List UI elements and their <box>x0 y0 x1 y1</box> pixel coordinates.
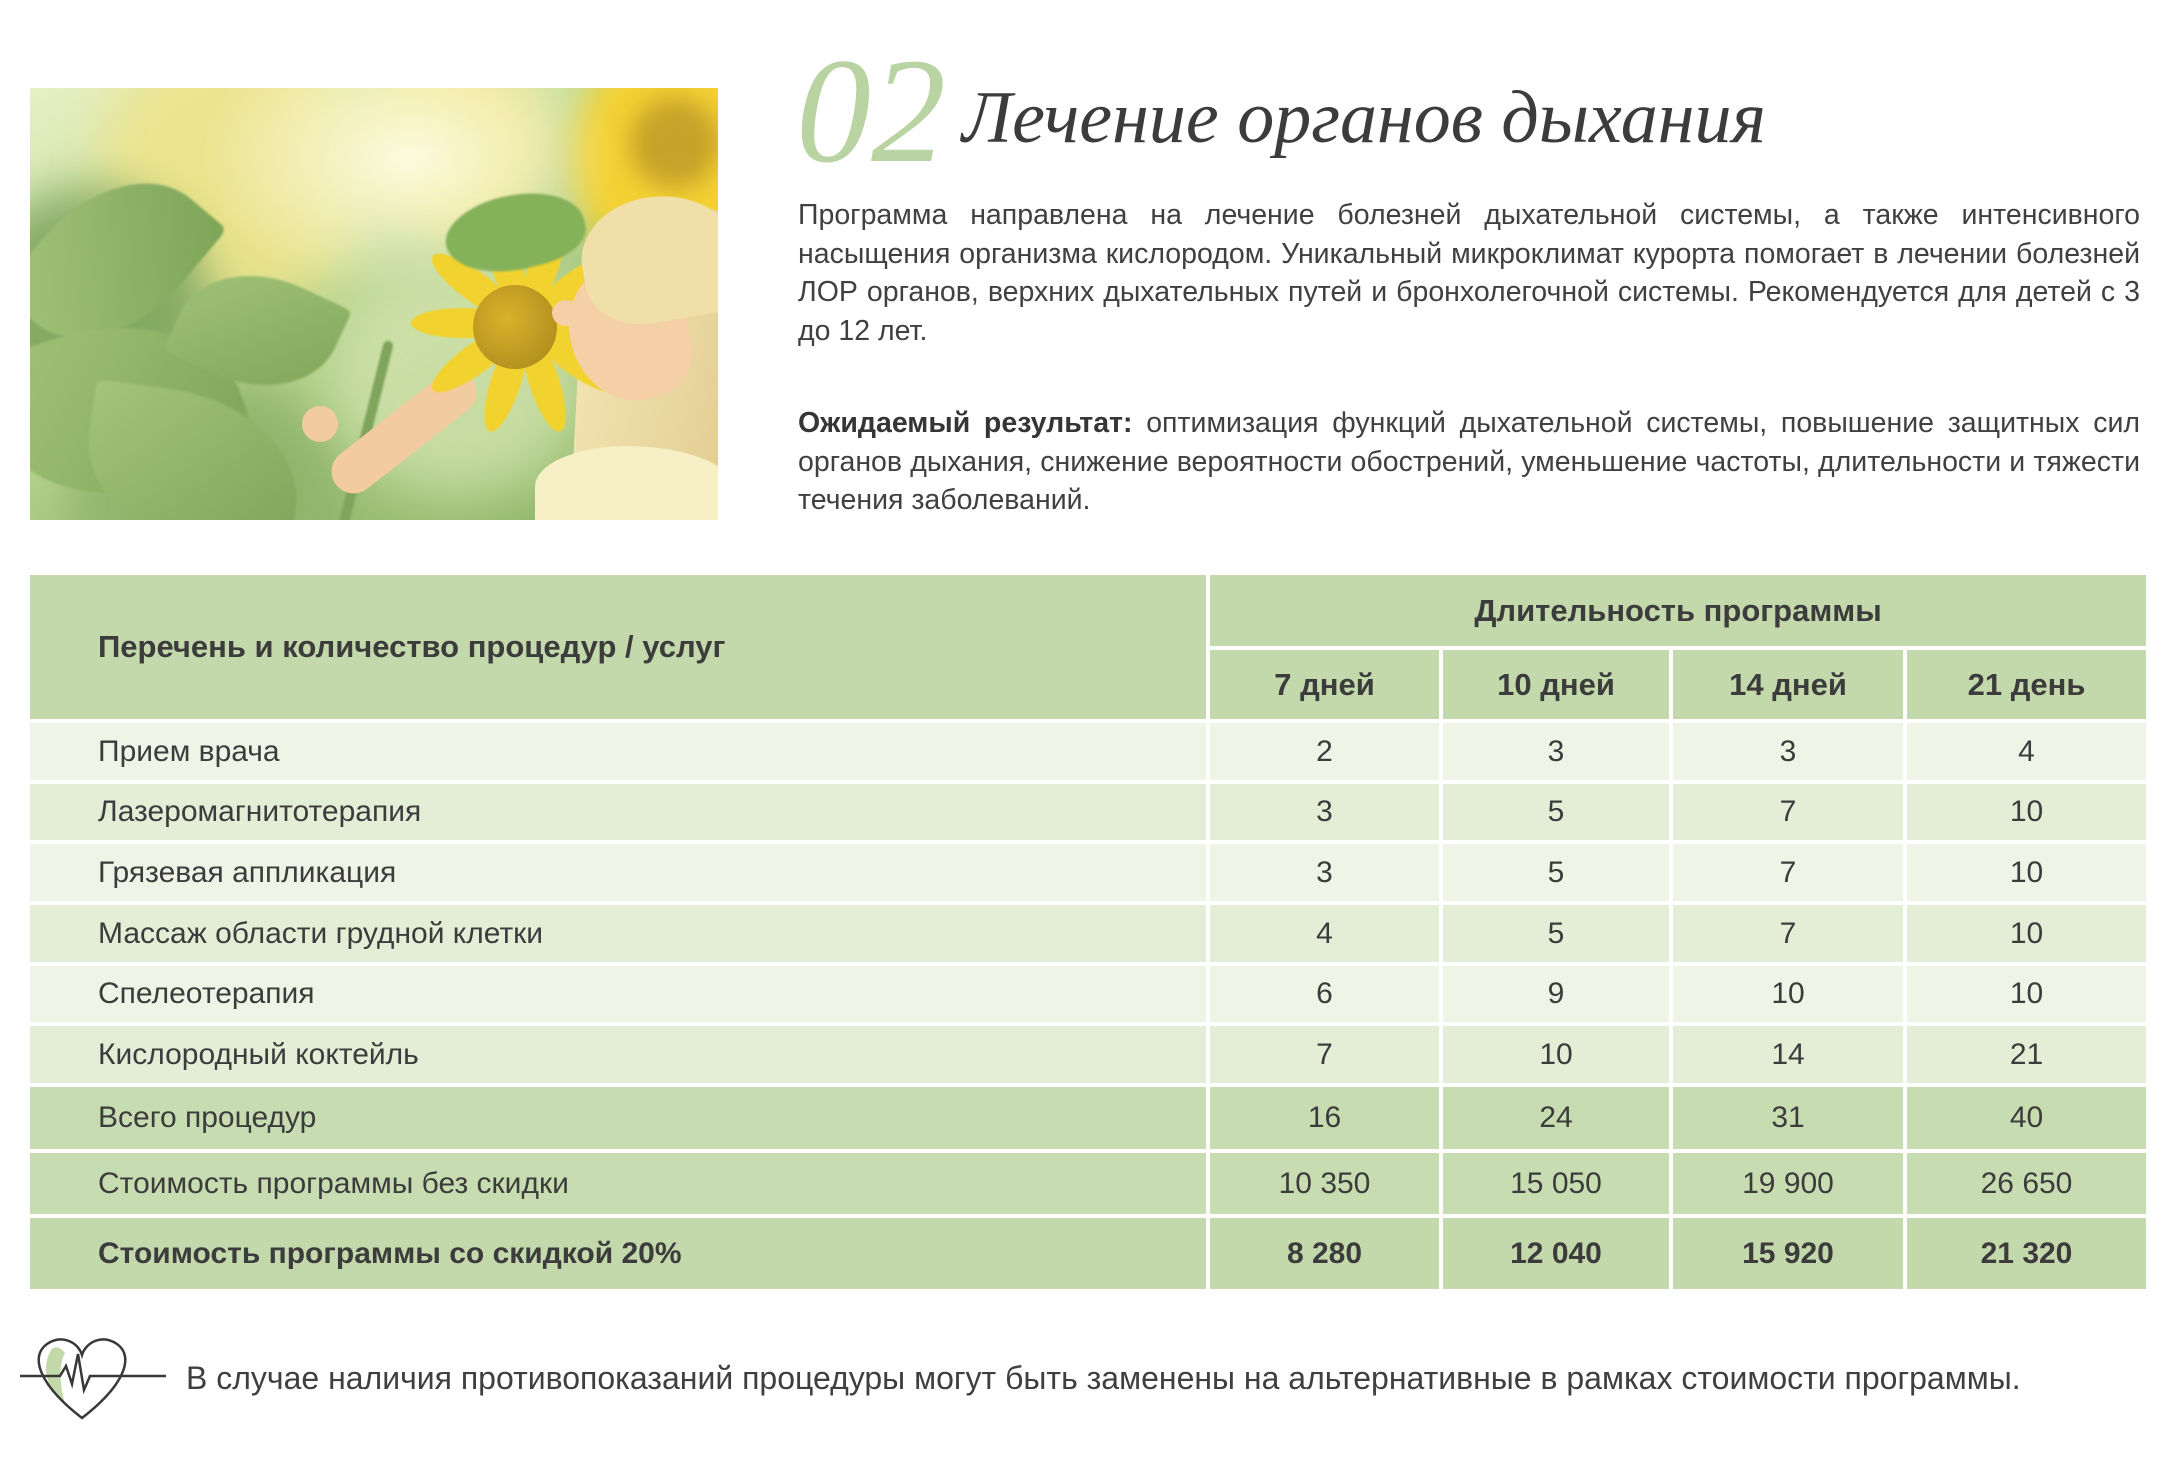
table-cell: 7 <box>1210 1026 1439 1083</box>
heart-pulse-icon <box>20 1328 170 1429</box>
table-cell: 24 <box>1443 1087 1669 1149</box>
expected-result-text: оптимизация функций дыхательной системы, повышение защитных сил органов дыхания, снижение вероятности обострений, уменьшение частоты, длительности и тяжести течения заболеваний. <box>798 407 2140 516</box>
table-row-label: Массаж области грудной клетки <box>30 905 1206 962</box>
footer-note <box>20 1328 2021 1429</box>
column-header-7days: 7 дней <box>1210 650 1439 719</box>
table-cell: 9 <box>1443 966 1669 1022</box>
table-cell: 10 350 <box>1210 1153 1439 1214</box>
table-cell: 4 <box>1907 723 2146 780</box>
table-cell: 3 <box>1673 723 1903 780</box>
table-cell: 19 900 <box>1673 1153 1903 1214</box>
table-cell: 3 <box>1210 784 1439 840</box>
table-cell: 7 <box>1673 905 1903 962</box>
table-cell: 14 <box>1673 1026 1903 1083</box>
table-row-label: Стоимость программы без скидки <box>30 1153 1206 1214</box>
table-cell: 2 <box>1210 723 1439 780</box>
table-cell: 5 <box>1443 784 1669 840</box>
procedures-table <box>30 575 2146 1289</box>
table-row-label: Лазеромагнитотерапия <box>30 784 1206 840</box>
column-header-10days: 10 дней <box>1443 650 1669 719</box>
table-cell: 26 650 <box>1907 1153 2146 1214</box>
girl-smelling-sunflower-photo <box>30 88 718 520</box>
girl-hand <box>302 406 338 442</box>
section-number: 02 <box>796 28 946 194</box>
program-description: Программа направлена на лечение болезней дыхательной системы, а также интенсивного насыщения организма кислородом. Уникальный микроклимат курорта помогает в лечении болезней ЛОР органов, верхних дыхательных путей и бронхолегочной системы. Рекомендуется для детей с 3 до 12 лет. <box>798 199 2140 347</box>
table-cell: 15 050 <box>1443 1153 1669 1214</box>
table-cell: 6 <box>1210 966 1439 1022</box>
table-row-label: Прием врача <box>30 723 1206 780</box>
table-cell: 7 <box>1673 844 1903 901</box>
expected-result-label: Ожидаемый результат: <box>798 407 1133 439</box>
contraindications-note: В случае наличия противопоказаний процедуры могут быть заменены на альтернативные в рамках стоимости программы. <box>186 1360 2021 1396</box>
table-cell: 15 920 <box>1673 1218 1903 1289</box>
column-header-21days: 21 день <box>1907 650 2146 719</box>
table-cell: 10 <box>1443 1026 1669 1083</box>
table-cell: 3 <box>1443 723 1669 780</box>
table-cell: 5 <box>1443 905 1669 962</box>
table-cell: 21 <box>1907 1026 2146 1083</box>
girl-dress <box>535 446 718 520</box>
column-header-14days: 14 дней <box>1673 650 1903 719</box>
table-cell: 7 <box>1673 784 1903 840</box>
sunflower-center <box>473 285 557 369</box>
table-cell: 3 <box>1210 844 1439 901</box>
table-cell: 4 <box>1210 905 1439 962</box>
table-cell: 31 <box>1673 1087 1903 1149</box>
table-row-label: Кислородный коктейль <box>30 1026 1206 1083</box>
column-header-procedures: Перечень и количество процедур / услуг <box>30 575 1206 719</box>
expected-result <box>798 404 2140 520</box>
girl-nose <box>552 300 580 326</box>
table-cell: 10 <box>1907 784 2146 840</box>
table-cell: 10 <box>1907 844 2146 901</box>
table-cell: 5 <box>1443 844 1669 901</box>
table-cell: 10 <box>1673 966 1903 1022</box>
page-title: Лечение органов дыхания <box>962 77 1766 159</box>
table-row-label: Грязевая аппликация <box>30 844 1206 901</box>
table-row-label: Стоимость программы со скидкой 20% <box>30 1218 1206 1289</box>
table-cell: 12 040 <box>1443 1218 1669 1289</box>
table-cell: 10 <box>1907 905 2146 962</box>
table-cell: 16 <box>1210 1087 1439 1149</box>
table-cell: 40 <box>1907 1087 2146 1149</box>
table-cell: 10 <box>1907 966 2146 1022</box>
table-row-label: Спелеотерапия <box>30 966 1206 1022</box>
table-cell: 8 280 <box>1210 1218 1439 1289</box>
table-row-label: Всего процедур <box>30 1087 1206 1149</box>
table-cell: 21 320 <box>1907 1218 2146 1289</box>
column-group-header-duration: Длительность программы <box>1210 575 2146 646</box>
